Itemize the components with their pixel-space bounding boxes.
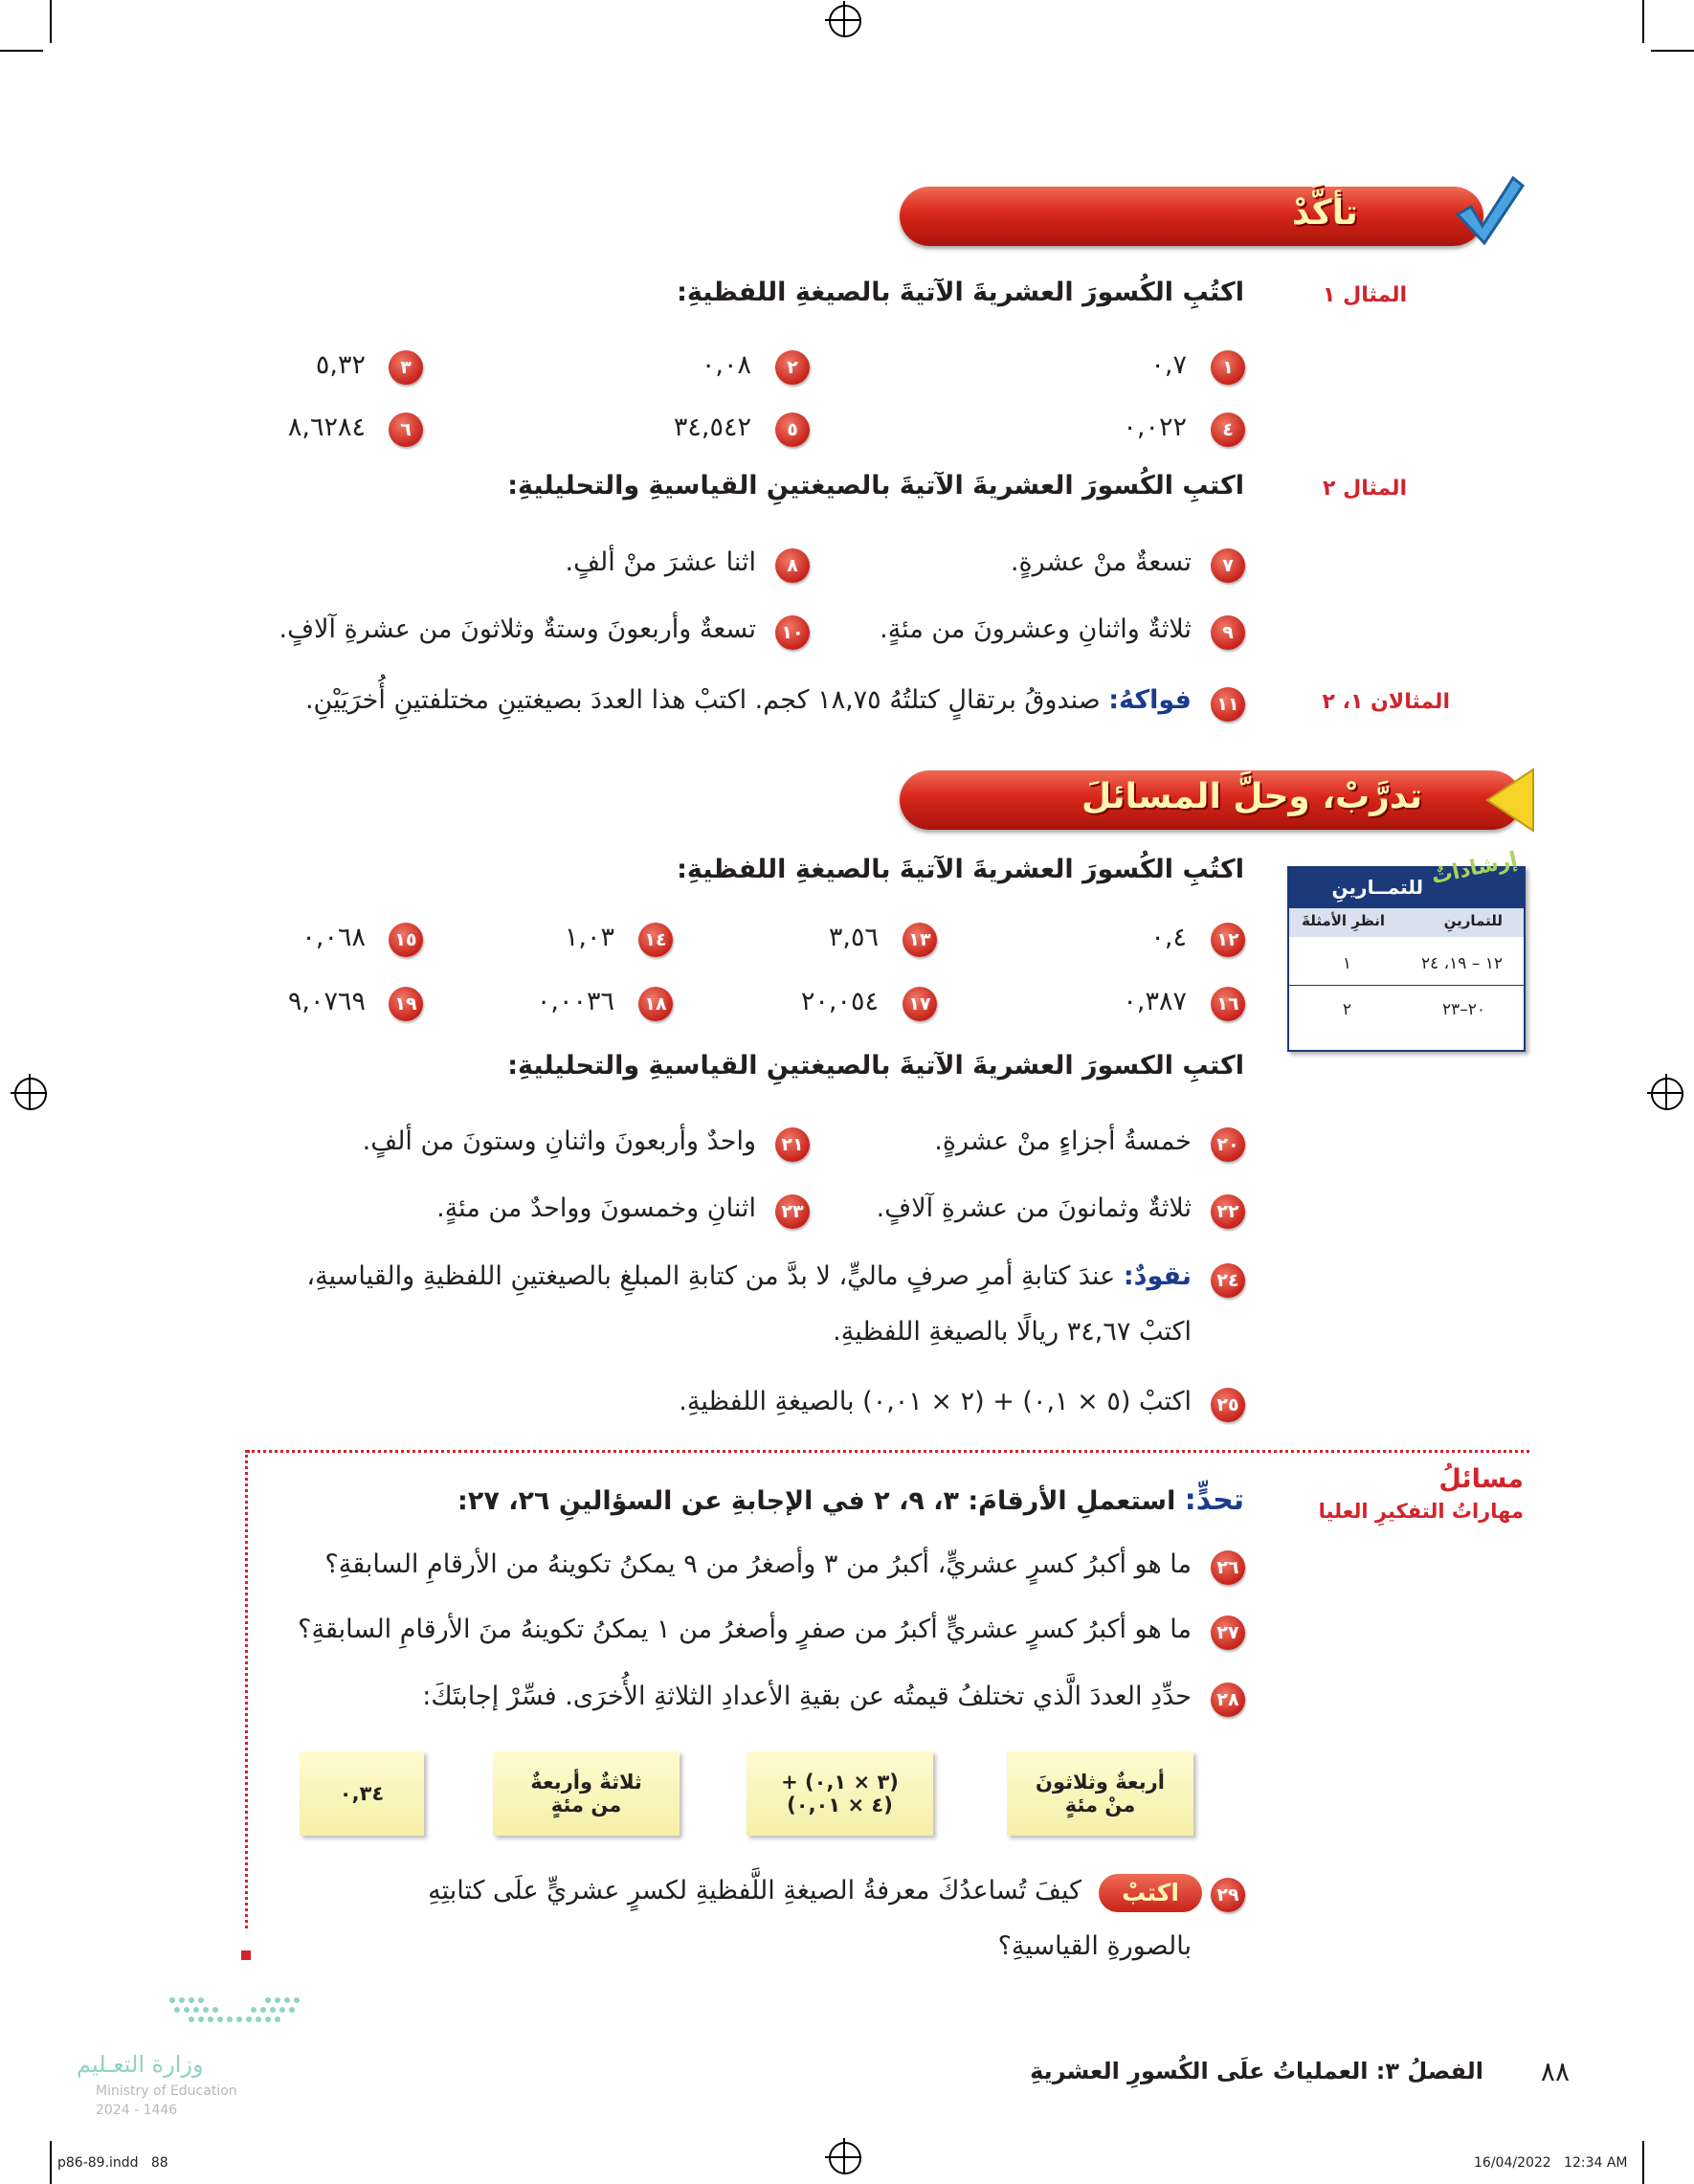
- decimal-item: ٠,٠٢٢: [1123, 412, 1187, 442]
- card-line: (٣ × ٠,١) +: [781, 1771, 899, 1794]
- question-number: ١٤: [638, 923, 673, 957]
- question-text: ما هو أكبرُ كسرٍ عشريٍّ، أكبرُ من ٣ وأصغرُ من ٩ يمكنُ تكوينهُ من الأرقامِ السابقةِ؟: [324, 1549, 1192, 1579]
- ministry-name-english: Ministry of Education: [96, 2084, 237, 2099]
- instruction: اكتُبِ الكُسورَ العشريةَ الآتيةَ بالصيغةِ اللفظيةِ:: [677, 278, 1244, 307]
- decimal-item: ٠,٤: [1150, 923, 1187, 952]
- question-number: ٦: [389, 412, 423, 447]
- question-number: ١٠: [775, 615, 810, 650]
- question-number: ٢٢: [1211, 1194, 1245, 1229]
- decimal-item: ٠,٧: [1150, 350, 1187, 380]
- question-number: ٢: [775, 350, 810, 385]
- example-label: المثالان ١، ٢: [1322, 690, 1450, 714]
- question-number: ٤: [1211, 412, 1245, 447]
- crop-mark: [50, 0, 52, 43]
- keyword: فواكهُ:: [1108, 685, 1192, 715]
- question-text-continued: بالصورةِ القياسيةِ؟: [997, 1931, 1192, 1961]
- card-line: من مئةٍ: [550, 1794, 622, 1816]
- question-number: ٢٥: [1211, 1388, 1245, 1422]
- question-text: ثلاثةٌ وثمانونَ من عشرةِ آلافٍ.: [876, 1193, 1192, 1223]
- card-line: ٠,٣٤: [339, 1782, 385, 1805]
- registration-mark-icon: [1651, 1078, 1683, 1110]
- crop-mark: [1642, 0, 1644, 43]
- write-badge: اكتبْ: [1099, 1874, 1202, 1912]
- hint-column-headers: [1289, 908, 1524, 937]
- decimal-item: ٢٠,٠٥٤: [800, 987, 879, 1016]
- question-number: ٢٣: [775, 1194, 810, 1229]
- hint-title: إرشاداتٌ: [1429, 847, 1520, 890]
- crop-mark: [0, 50, 43, 52]
- question-number: ١٧: [903, 987, 937, 1021]
- question-text: ما هو أكبرُ كسرٍ عشريٍّ أكبرُ من صفرٍ وأصغرُ من ١ يمكنُ تكوينهُ منَ الأرقامِ السابقةِ؟: [298, 1615, 1192, 1644]
- hint-exercise-range: ١٢ – ١٩، ٢٤: [1421, 954, 1503, 973]
- question-text: [306, 1261, 1192, 1291]
- file-slug: p86-89.indd 88: [57, 2155, 168, 2171]
- question-text: حدِّدِ العددَ الَّذي تختلفُ قيمتُه عن بقيةِ الأعدادِ الثلاثةِ الأُخرَى. فسِّرْ إجابتَكَ:: [422, 1682, 1192, 1711]
- chapter-title: الفصلُ ٣: العملياتُ علَى الكُسورِ العشريةِ: [1030, 2058, 1483, 2084]
- question-body: عندَ كتابةِ أمرِ صرفٍ ماليٍّ، لا بدَّ من كتابةِ المبلغِ بالصيغتينِ اللفظيةِ والقياسيةِ،: [306, 1261, 1116, 1291]
- question-text: خمسةُ أجزاءٍ منْ عشرةٍ.: [934, 1126, 1192, 1156]
- question-text: تسعةٌ وأربعونَ وستةٌ وثلاثونَ من عشرةِ آلافٍ.: [279, 614, 756, 644]
- keyword: تحدٍّ:: [1184, 1483, 1244, 1517]
- question-text: اثنا عشرَ منْ ألفٍ.: [565, 547, 756, 577]
- instruction: اكتُبِ الكُسورَ العشريةَ الآتيةَ بالصيغةِ اللفظيةِ:: [677, 855, 1244, 884]
- print-date: 16/04/2022 12:34 AM: [1474, 2155, 1628, 2171]
- question-number: ٢٨: [1211, 1683, 1245, 1717]
- question-number: ٢٤: [1211, 1263, 1245, 1298]
- hint-example-ref: ٢: [1342, 1000, 1351, 1019]
- decimal-item: ٨,٦٢٨٤: [287, 412, 366, 442]
- instruction: اكتبِ الكسورَ العشريةَ الآتيةَ بالصيغتينِ القياسيةِ والتحليليةِ:: [507, 1051, 1244, 1081]
- question-text: [305, 685, 1192, 715]
- hint-col-examples: انظرِ الأمثلةَ: [1302, 912, 1385, 929]
- hint-col-exercises: للتمارينِ: [1443, 912, 1503, 929]
- page-number: ٨٨: [1540, 2056, 1570, 2087]
- registration-mark-icon: [14, 1078, 47, 1110]
- hint-divider: [1289, 985, 1524, 986]
- question-number: ٢٧: [1211, 1616, 1245, 1650]
- ministry-name-arabic: وزارة التعـليم: [77, 2051, 204, 2078]
- question-number: ٩: [1211, 615, 1245, 650]
- choice-card: [493, 1751, 680, 1836]
- section-divider: [247, 1450, 1529, 1453]
- decimal-item: ٣,٥٦: [828, 923, 879, 952]
- decimal-item: ٠,٠٦٨: [301, 923, 366, 952]
- question-number: ٥: [775, 412, 810, 447]
- crop-mark: [1642, 2141, 1644, 2184]
- decimal-item: ٠,٠٠٣٦: [536, 987, 614, 1016]
- example-label: المثال ١: [1323, 283, 1407, 307]
- question-text: كيفَ تُساعدُكَ معرفةُ الصيغةِ اللَّفظيةِ لكسرٍ عشريٍّ علَى كتابتِهِ: [428, 1876, 1081, 1905]
- divider-end-marker: [241, 1950, 251, 1960]
- question-number: ١٩: [389, 987, 423, 1021]
- card-line: ثلاثةٌ وأربعةٌ: [530, 1771, 642, 1794]
- card-line: أربعةٌ وثلاثونَ: [1036, 1771, 1165, 1794]
- question-body: صندوقُ برتقالٍ كتلتُهُ ١٨,٧٥ كجم. اكتبْ هذا العددَ بصيغتينِ مختلفتينِ أُخرَيَيْنِ.: [304, 685, 1101, 715]
- hint-header: [1289, 847, 1524, 908]
- ministry-logo-icon: [163, 1991, 316, 2039]
- question-text: اكتبْ (٥ × ٠,١) + (٢ × ٠,٠١) بالصيغةِ اللفظيةِ.: [679, 1387, 1192, 1416]
- question-number: ٨: [775, 548, 810, 583]
- question-number: ١٢: [1211, 923, 1245, 957]
- edition-year: 2024 - 1446: [96, 2103, 178, 2118]
- example-label: المثال ٢: [1323, 477, 1407, 501]
- question-number: ١٨: [638, 987, 673, 1021]
- choice-card: [300, 1751, 424, 1836]
- section-banner-check: [900, 187, 1483, 246]
- card-line: منْ مئةٍ: [1064, 1794, 1136, 1816]
- decimal-item: ٥,٣٢: [315, 350, 366, 380]
- question-number: ٢٦: [1211, 1550, 1245, 1585]
- hint-subtitle: للتمــارينِ: [1331, 876, 1423, 899]
- decimal-item: ٩,٠٧٦٩: [287, 987, 366, 1016]
- section-title-practice: تدرَّبْ، وحلَّ المسائلَ: [1081, 777, 1423, 816]
- question-number: ٢٠: [1211, 1127, 1245, 1162]
- question-text: ثلاثةٌ واثنانِ وعشرونَ من مئةٍ.: [880, 614, 1192, 644]
- hint-example-ref: ١: [1342, 954, 1351, 973]
- hots-label: مسائلُ: [1438, 1464, 1524, 1494]
- section-divider: [245, 1450, 248, 1928]
- choice-card: [1007, 1751, 1193, 1836]
- question-text: اثنانِ وخمسونَ وواحدٌ من مئةٍ.: [436, 1193, 756, 1223]
- question-number: ١: [1211, 350, 1245, 385]
- question-number: ١١: [1211, 687, 1245, 722]
- choice-card: [747, 1751, 933, 1836]
- section-title-check: تأكَّدْ: [1292, 193, 1358, 233]
- question-number: ٣: [389, 350, 423, 385]
- question-number: ٧: [1211, 548, 1245, 583]
- card-line: (٤ × ٠,٠١): [787, 1794, 893, 1816]
- question-number: ١٥: [389, 923, 423, 957]
- decimal-item: ٣٤,٥٤٢: [673, 412, 751, 442]
- arrow-marker-icon: [1483, 766, 1537, 835]
- registration-mark-icon: [829, 2142, 861, 2174]
- exercise-hint-box: [1287, 847, 1526, 1052]
- checkmark-icon: [1450, 172, 1527, 249]
- decimal-item: ١,٠٣: [564, 923, 614, 952]
- hint-exercise-range: ٢٠–٢٣: [1441, 1000, 1485, 1019]
- challenge-text: استعملِ الأرقامَ: ٣، ٩، ٢ في الإجابةِ عن السؤالينِ ٢٦، ٢٧:: [457, 1486, 1176, 1516]
- question-number: ١٣: [903, 923, 937, 957]
- challenge-instruction: [457, 1483, 1244, 1517]
- hots-sublabel: مهاراتُ التفكيرِ العليا: [1318, 1500, 1524, 1523]
- instruction: اكتبِ الكُسورَ العشريةَ الآتيةَ بالصيغتينِ القياسيةِ والتحليليةِ:: [507, 471, 1244, 501]
- decimal-item: ٠,٠٨: [701, 350, 751, 380]
- question-text: تسعةٌ منْ عشرةٍ.: [1010, 547, 1192, 577]
- crop-mark: [50, 2141, 52, 2184]
- keyword: نقودٌ:: [1123, 1261, 1192, 1291]
- registration-mark-icon: [829, 5, 861, 37]
- decimal-item: ٠,٣٨٧: [1123, 987, 1187, 1016]
- question-number: ٢١: [775, 1127, 810, 1162]
- crop-mark: [1651, 50, 1694, 52]
- question-text-continued: اكتبْ ٣٤,٦٧ ريالًا بالصيغةِ اللفظيةِ.: [833, 1317, 1192, 1347]
- question-number: ٢٩: [1211, 1878, 1245, 1912]
- question-number: ١٦: [1211, 987, 1245, 1021]
- question-text: واحدٌ وأربعونَ واثنانِ وستونَ من ألفٍ.: [362, 1126, 756, 1156]
